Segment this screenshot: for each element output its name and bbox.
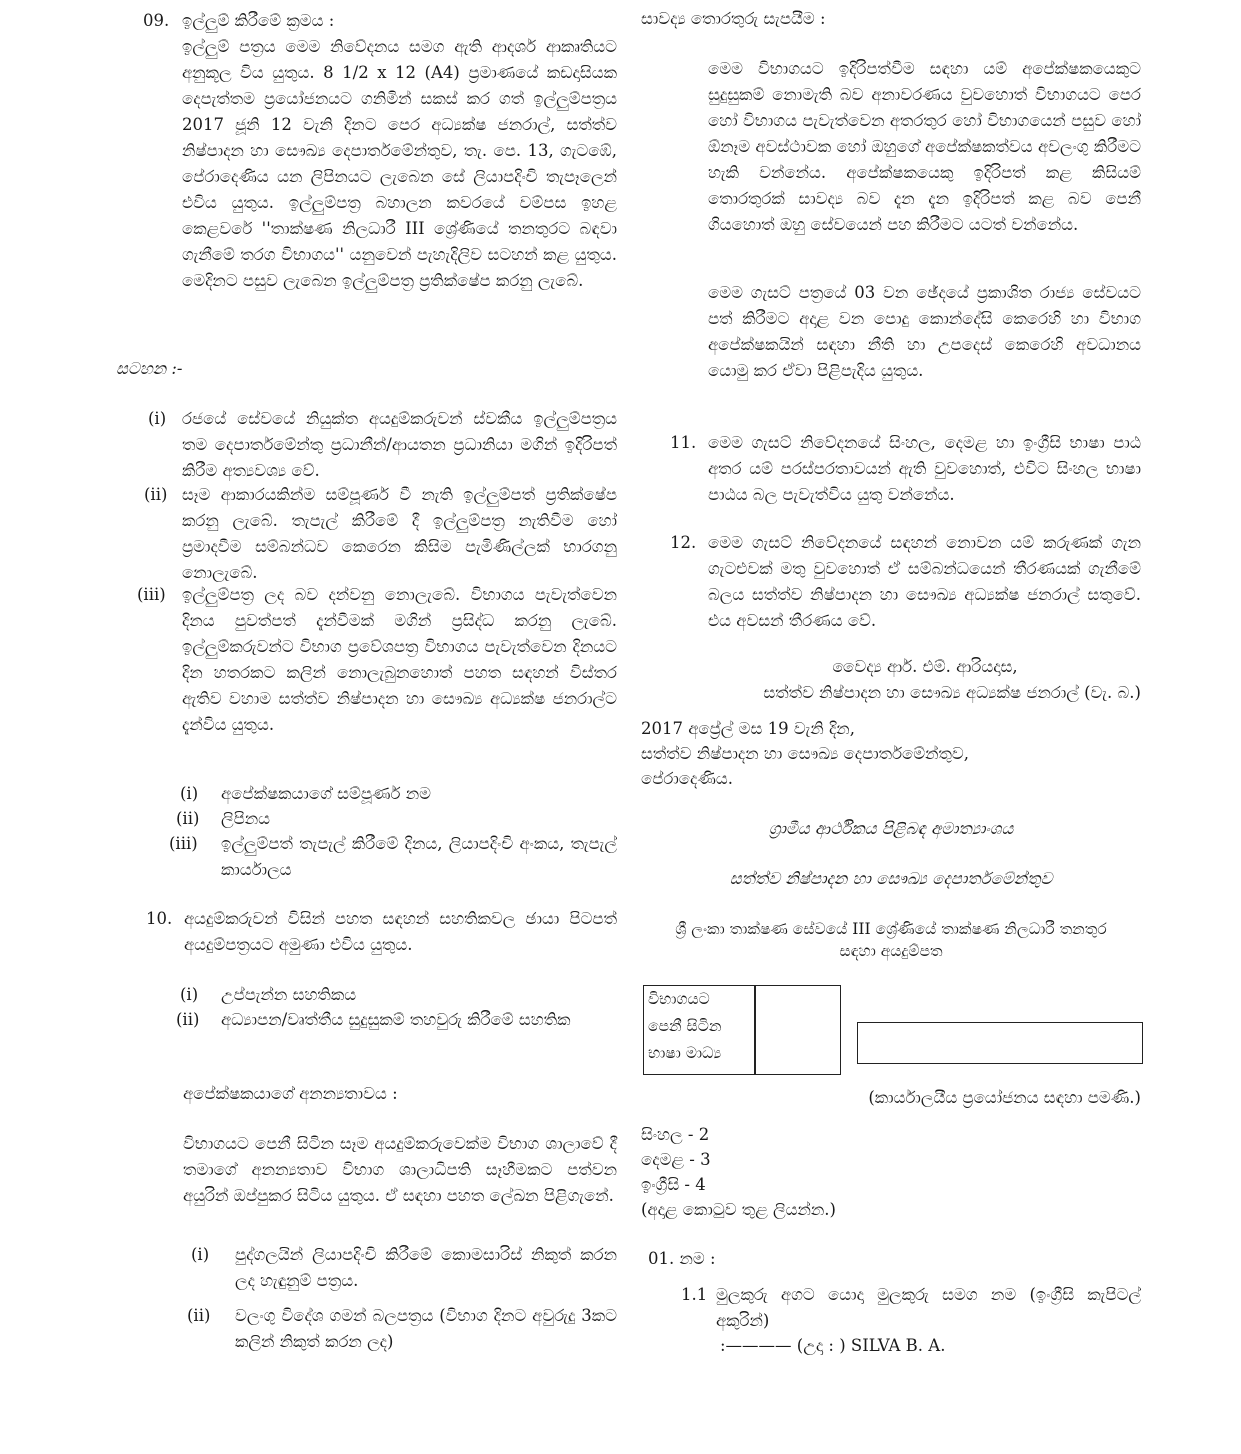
section-09-number: 09. bbox=[143, 11, 170, 30]
office-use-note: (කාර්යාලයීය ප්‍රයෝජනය සඳහා පමණි.) bbox=[868, 1088, 1141, 1107]
section-11-number: 11. bbox=[670, 433, 697, 452]
signature-department: සත්ත්ව නිෂ්පාදන හා සෞඛ්‍ය දෙපාර්තමේන්තුව, bbox=[641, 744, 970, 763]
false-info-paragraph-2: මෙම ගැසට් පත්‍රයේ 03 වන ඡේදයේ ප්‍රකාශිත රාජ්‍ය සේවයට පත් කිරීමට අදාළ වන පොදු කොන්දේසි කෙරෙහි හා විභාග අපේක්ෂකයින් සඳහා නීති හා උපදෙස් කෙරෙහි අවධානය යොමු කර ඒවා පිළිපැදිය යුතුය. bbox=[708, 283, 1141, 380]
identity-heading: අපේක්ෂකයාගේ අනන්‍යතාවය : bbox=[183, 1084, 398, 1103]
identity-body: විභාගයට පෙනී සිටින සෑම අයදුම්කරුවෙක්ම විභාග ශාලාවේ දී තමාගේ අනන්‍යතාව විභාග ශාලාධිපති සෑහීමකට පත්වන අයුරින් ඔප්පුකර සිටිය යුතුය. ඒ සඳහා පහත ලේඛන පිළිගැනේ. bbox=[183, 1134, 617, 1205]
id-doc-2-text: වලංගු විදේශ ගමන් බලපත්‍රය (විභාග දිනට අවුරුදු 3කට කලින් නිකුත් කරන ලද) bbox=[235, 1306, 617, 1351]
false-info-paragraph-1: මෙම විභාගයට ඉදිරිපත්වීම සඳහා යම් අපේක්ෂකයෙකුට සුදුසුකම් නොමැති බව අනාවරණය වුවහොත් විභාගයට පෙර හෝ විභාගය පැවැත්වෙන අතරතුර හෝ විභාගයෙන් පසුව හෝ ඕනෑම අවස්ථාවක හෝ ඔහුගේ අපේක්ෂකත්වය අවලංගු කිරීමට හැකි වන්නේය. අපේක්ෂකයෙකු ඉදිරිපත් කළ කිසියම් තොරතුරක් සාවද්‍ය බව දැන දැන ඉදිරිපත් කළ බව පෙනී ගියහොත් ඔහු සේවයෙන් පහ කිරීමට යටත් වන්නේය. bbox=[708, 59, 1141, 234]
section-09-title: ඉල්ලුම් කිරීමේ ක්‍රමය : bbox=[182, 11, 335, 30]
language-sinhala: සිංහල - 2 bbox=[641, 1125, 710, 1144]
id-doc-1-number: (i) bbox=[191, 1245, 210, 1264]
note-2-number: (ii) bbox=[144, 485, 168, 504]
section-10-body: අයදුම්කරුවන් විසින් පහත සඳහන් සහතිකවල ඡායා පිටපත් අයදුම්පත්‍රයට අමුණා එවිය යුතුය. bbox=[184, 909, 617, 954]
subnote-3-number: (iii) bbox=[169, 834, 198, 853]
language-english: ඉංග්‍රීසි - 4 bbox=[641, 1175, 706, 1194]
section-12-number: 12. bbox=[670, 533, 697, 552]
medium-label-line-3: භාෂා මාධ්‍ය bbox=[648, 1044, 722, 1062]
section-12-body: මෙම ගැසට් නිවේදනයේ සඳහන් නොවන යම් කරුණක් ගැන ගැටළුවක් මතු වුවහොත් ඒ සම්බන්ධයෙන් තීරණයක් ගැනීමේ බලය සත්ත්ව නිෂ්පාදන හා සෞඛ්‍ය අධ්‍යක්ෂ ජනරාල් සතුවේ. එය අවසන් තීරණය වේ. bbox=[708, 533, 1141, 630]
q1-1-number: 1.1 bbox=[681, 1285, 708, 1304]
language-instruction: (අදාළ කොටුව තුළ ලියන්න.) bbox=[641, 1200, 836, 1219]
department-name: සත්ත්ව නිෂ්පාදන හා සෞඛ්‍ය දෙපාර්තමේන්තුව bbox=[729, 869, 1053, 888]
id-doc-2-number: (ii) bbox=[187, 1306, 211, 1325]
section-10-number: 10. bbox=[146, 909, 173, 928]
form-title-line-1: ශ්‍රී ලංකා තාක්ෂණ සේවයේ III ශ්‍රේණියේ තාක්ෂණ නිලධාරී තනතුර bbox=[675, 920, 1107, 938]
subnote-1-text: අපේක්ෂකයාගේ සම්පූර්ණ නම bbox=[221, 784, 432, 803]
name-example: :———— (උදා : ) SILVA B. A. bbox=[720, 1336, 946, 1355]
section-09-body: ඉල්ලුම් පත්‍රය මෙම නිවේදනය සමග ඇති ආදර්ශ ආකෘතියට අනුකූල විය යුතුය. 8 1/2 x 12 (A4) ප්‍රමාණයේ කඩදාසියක දෙපැත්තම ප්‍රයෝජනයට ගනිමින් සකස් කර ගත් ඉල්ලුම්පත්‍රය 2017 ජූනි 12 වැනි දිනට පෙර අධ්‍යක්ෂ ජනරාල්, සත්ත්ව නිෂ්පාදන හා සෞඛ්‍ය දෙපාර්තමේන්තුව, තැ. පෙ. 13, ගැටඹේ, පේරාදෙණිය යන ලිපිනයට ලැබෙන සේ ලියාපදිංචි තැපෑලෙන් එවිය යුතුය. ඉල්ලුම්පත්‍ර බහාලන කවරයේ වම්පස ඉහළ කෙළවරේ ''තාක්ෂණ නිලධාරී III ශ්‍රේණියේ තනතුරට බඳවා ගැනීමේ තරග විභාගය'' යනුවෙන් පැහැදිලිව සටහන් කළ යුතුය. මෙදිනට පසුව ලැබෙන ඉල්ලුම්පත්‍ර ප්‍රතික්ෂේප කරනු ලැබේ. bbox=[182, 37, 617, 290]
exam-medium-label bbox=[648, 986, 752, 1067]
language-tamil: දෙමළ - 3 bbox=[641, 1150, 711, 1169]
subnote-2-text: ලිපිනය bbox=[221, 809, 271, 828]
section-11-body: මෙම ගැසට් නිවේදනයේ සිංහල, දෙමළ හා ඉංග්‍රීසි භාෂා පාඨ අතර යම් පරස්පරතාවයන් ඇති වුවහොත්, එවිට සිංහල භාෂා පාඨය බල පැවැත්විය යුතු වන්නේය. bbox=[708, 433, 1141, 504]
subnote-1-number: (i) bbox=[180, 784, 199, 803]
notes-heading: සටහන :- bbox=[116, 359, 183, 378]
office-use-box[interactable] bbox=[857, 1022, 1143, 1064]
note-2-text: සෑම ආකාරයකින්ම සම්පූර්ණ වී නැති ඉල්ලුම්පත් ප්‍රතික්ෂේප කරනු ලැබේ. තැපැල් කිරීමේ දී ඉල්ලුම්පත්‍ර නැතිවීම හෝ ප්‍රමාදවීම සම්බන්ධව කෙරෙන කිසිම පැමිණිල්ලක් භාරගනු නොලැබේ. bbox=[182, 485, 617, 582]
signature-date: 2017 අප්‍රේල් මස 19 වැනි දින, bbox=[641, 719, 855, 738]
note-1-text: රජයේ සේවයේ නියුක්ත අයදුම්කරුවන් ස්වකීය ඉල්ලුම්පත්‍රය තම දෙපාර්තමේන්තු ප්‍රධානීන්/ආයතන ප්‍රධානියා මගින් ඉදිරිපත් කිරීම අත්‍යවශ්‍ය වේ. bbox=[182, 409, 617, 480]
false-info-heading: සාවද්‍ය තොරතුරු සැපයීම : bbox=[641, 9, 826, 28]
medium-label-line-1: විභාගයට bbox=[648, 990, 710, 1008]
q1-1-text: මුලකුරු අගට යොදා මුලකුරු සමග නම (ඉංග්‍රීසි කැපිටල් අකුරින්) bbox=[716, 1285, 1141, 1330]
exam-medium-box bbox=[643, 985, 841, 1075]
note-3-number: (iii) bbox=[137, 585, 166, 604]
cert-1-number: (i) bbox=[180, 985, 199, 1004]
medium-label-line-2: පෙනී සිටින bbox=[648, 1017, 722, 1035]
cert-2-text: අධ්‍යාපන/වෘත්තීය සුදුසුකම් තහවුරු කිරීමේ සහතික bbox=[221, 1010, 571, 1029]
signatory-name: වෛද්‍ය ආර්. එම්. ආරියදාස, bbox=[832, 657, 1018, 676]
medium-box-divider bbox=[754, 986, 756, 1074]
signature-place: පේරාදෙණිය. bbox=[641, 769, 734, 788]
id-doc-1-text: පුද්ගලයින් ලියාපදිංචි කිරීමේ කොමසාරිස් නිකුත් කරන ලද හැඳුනුම් පත්‍රය. bbox=[235, 1245, 617, 1290]
note-3-text: ඉල්ලුම්පත්‍ර ලද බව දන්වනු නොලැබේ. විභාගය පැවැත්වෙන දිනය පුවත්පත් දැන්වීමක් මගින් ප්‍රසිද්ධ කරනු ලැබේ. ඉල්ලුම්කරුවන්ට විභාග ප්‍රවේශපත්‍ර විභාගය පැවැත්වෙන දිනයට දින හතරකට කලින් නොලැබුනහොත් පහත සඳහන් විස්තර ඇතිව වහාම සත්ත්ව නිෂ්පාදන හා සෞඛ්‍ය අධ්‍යක්ෂ ජනරාල්ට දැන්විය යුතුය. bbox=[182, 585, 617, 734]
subnote-3-text: ඉල්ලුම්පත් තැපැල් කිරීමේ දිනය, ලියාපදිංචි අංකය, තැපැල් කාර්යාලය bbox=[221, 834, 617, 879]
q1-name-label: 01. නම : bbox=[648, 1249, 716, 1268]
subnote-2-number: (ii) bbox=[176, 809, 200, 828]
note-1-number: (i) bbox=[148, 409, 167, 428]
signatory-title: සත්ත්ව නිෂ්පාදන හා සෞඛ්‍ය අධ්‍යක්ෂ ජනරාල් (වැ. බ.) bbox=[763, 683, 1141, 702]
ministry-name: ග්‍රාමීය ආර්ථිකය පිළිබඳ අමාත්‍යාංශය bbox=[768, 819, 1014, 838]
form-title-line-2: සඳහා අයදුම්පත bbox=[839, 942, 943, 960]
cert-1-text: උප්පැන්න සහතිකය bbox=[221, 985, 357, 1004]
cert-2-number: (ii) bbox=[176, 1010, 200, 1029]
